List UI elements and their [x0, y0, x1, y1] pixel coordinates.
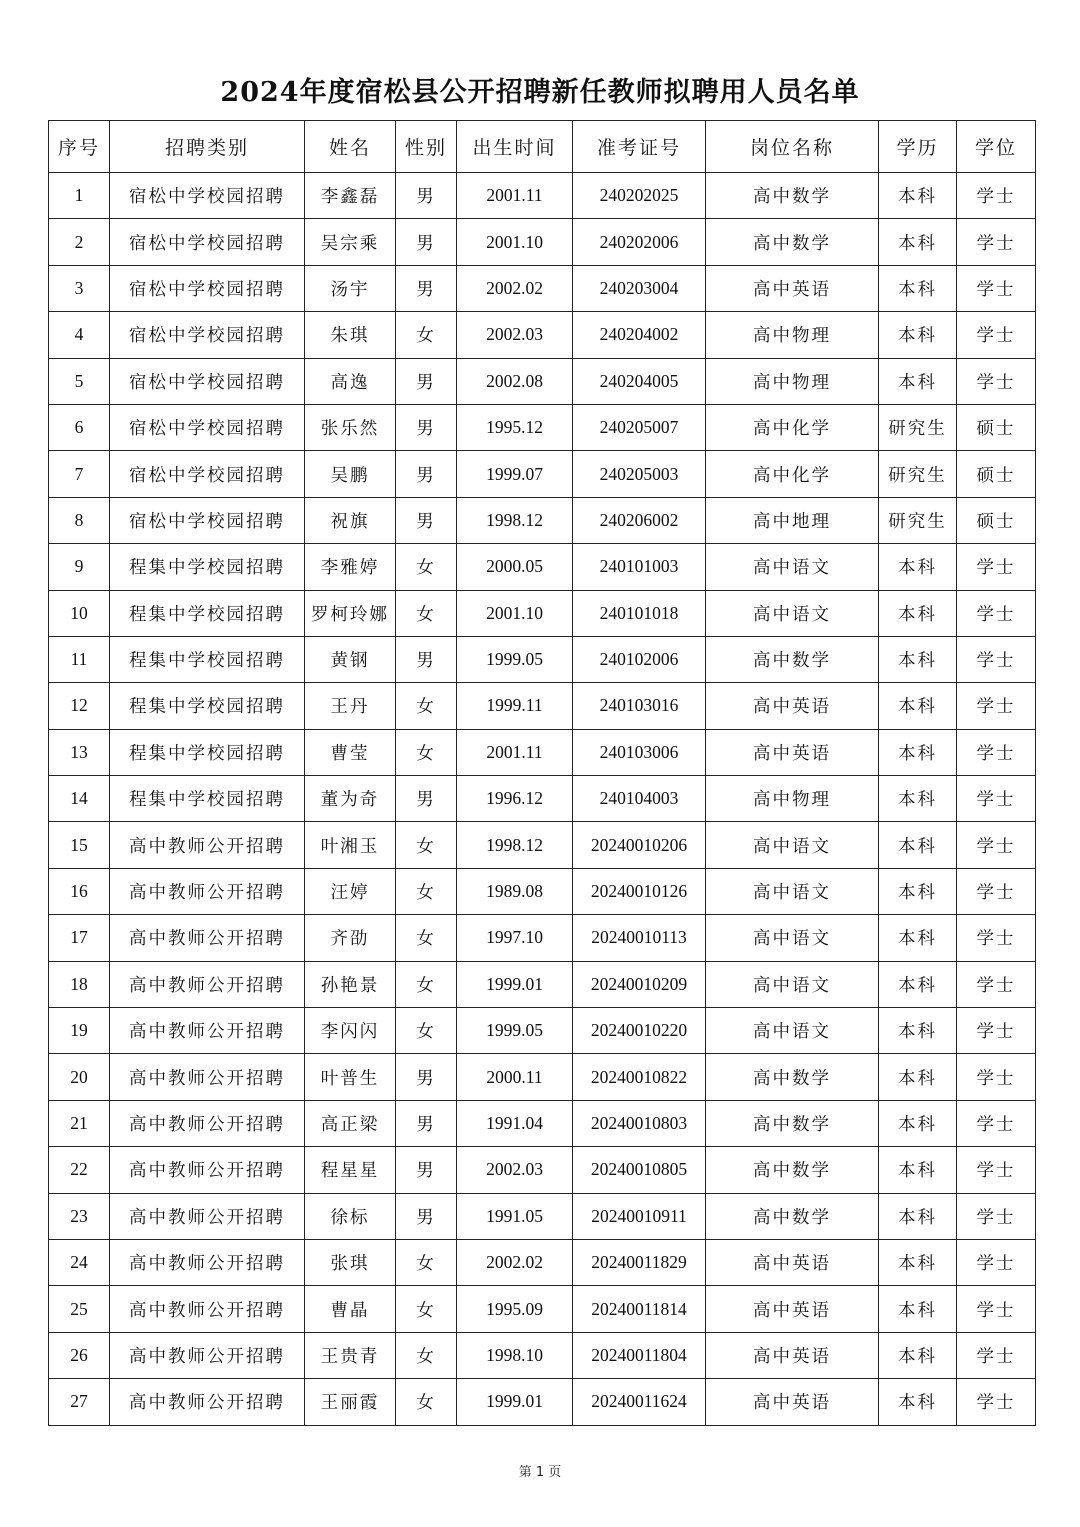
cell-name: 罗柯玲娜: [305, 590, 396, 636]
cell-degree: 学士: [957, 590, 1036, 636]
cell-birth: 2002.03: [457, 1147, 573, 1193]
cell-category: 高中教师公开招聘: [110, 961, 305, 1007]
cell-category: 高中教师公开招聘: [110, 1100, 305, 1146]
cell-exam-id: 20240010805: [573, 1147, 706, 1193]
cell-index: 10: [49, 590, 110, 636]
table-row: [49, 590, 1036, 636]
cell-gender: 女: [396, 590, 457, 636]
cell-gender: 男: [396, 404, 457, 450]
cell-birth: 1998.12: [457, 822, 573, 868]
cell-position: 高中数学: [706, 1100, 879, 1146]
cell-degree: 学士: [957, 1008, 1036, 1054]
cell-position: 高中英语: [706, 265, 879, 311]
cell-position: 高中英语: [706, 1379, 879, 1425]
cell-exam-id: 20240010220: [573, 1008, 706, 1054]
cell-gender: 女: [396, 915, 457, 961]
cell-gender: 女: [396, 822, 457, 868]
cell-birth: 1996.12: [457, 776, 573, 822]
cell-category: 高中教师公开招聘: [110, 1379, 305, 1425]
table-row: [49, 729, 1036, 775]
cell-gender: 女: [396, 312, 457, 358]
cell-category: 高中教师公开招聘: [110, 1193, 305, 1239]
cell-category: 程集中学校园招聘: [110, 729, 305, 775]
column-header-gender: 性别: [396, 121, 457, 173]
cell-education: 本科: [879, 1008, 957, 1054]
cell-degree: 学士: [957, 822, 1036, 868]
cell-category: 程集中学校园招聘: [110, 590, 305, 636]
cell-exam-id: 240204005: [573, 358, 706, 404]
cell-category: 宿松中学校园招聘: [110, 497, 305, 543]
cell-education: 本科: [879, 265, 957, 311]
cell-exam-id: 240202006: [573, 219, 706, 265]
cell-birth: 1999.11: [457, 683, 573, 729]
table-row: [49, 1286, 1036, 1332]
cell-exam-id: 20240010209: [573, 961, 706, 1007]
cell-birth: 2001.11: [457, 729, 573, 775]
cell-degree: 学士: [957, 544, 1036, 590]
cell-position: 高中语文: [706, 868, 879, 914]
cell-education: 本科: [879, 636, 957, 682]
cell-name: 朱琪: [305, 312, 396, 358]
table-row: [49, 1100, 1036, 1146]
cell-gender: 男: [396, 173, 457, 219]
cell-birth: 1999.05: [457, 1008, 573, 1054]
cell-index: 26: [49, 1332, 110, 1378]
cell-degree: 学士: [957, 265, 1036, 311]
table-row: [49, 265, 1036, 311]
cell-index: 7: [49, 451, 110, 497]
cell-gender: 女: [396, 1008, 457, 1054]
cell-exam-id: 240204002: [573, 312, 706, 358]
cell-category: 程集中学校园招聘: [110, 544, 305, 590]
cell-category: 程集中学校园招聘: [110, 776, 305, 822]
cell-index: 19: [49, 1008, 110, 1054]
cell-name: 李鑫磊: [305, 173, 396, 219]
table-row: [49, 544, 1036, 590]
cell-category: 高中教师公开招聘: [110, 1147, 305, 1193]
cell-position: 高中物理: [706, 312, 879, 358]
cell-education: 本科: [879, 312, 957, 358]
column-header-degree: 学位: [957, 121, 1036, 173]
table-row: [49, 219, 1036, 265]
cell-index: 2: [49, 219, 110, 265]
cell-education: 本科: [879, 729, 957, 775]
cell-position: 高中数学: [706, 1147, 879, 1193]
cell-exam-id: 20240010126: [573, 868, 706, 914]
cell-name: 董为奇: [305, 776, 396, 822]
table-row: [49, 358, 1036, 404]
table-row: [49, 1379, 1036, 1425]
cell-education: 本科: [879, 1332, 957, 1378]
cell-position: 高中数学: [706, 219, 879, 265]
cell-name: 高逸: [305, 358, 396, 404]
cell-exam-id: 20240010822: [573, 1054, 706, 1100]
cell-index: 4: [49, 312, 110, 358]
table-row: [49, 312, 1036, 358]
cell-degree: 学士: [957, 636, 1036, 682]
cell-index: 22: [49, 1147, 110, 1193]
cell-education: 本科: [879, 173, 957, 219]
cell-birth: 1999.07: [457, 451, 573, 497]
cell-gender: 男: [396, 636, 457, 682]
cell-gender: 女: [396, 961, 457, 1007]
cell-gender: 女: [396, 1286, 457, 1332]
cell-gender: 女: [396, 729, 457, 775]
cell-name: 黄钢: [305, 636, 396, 682]
cell-birth: 2000.05: [457, 544, 573, 590]
cell-gender: 男: [396, 1100, 457, 1146]
cell-position: 高中语文: [706, 822, 879, 868]
table-row: [49, 868, 1036, 914]
cell-birth: 1999.01: [457, 961, 573, 1007]
cell-position: 高中语文: [706, 590, 879, 636]
cell-name: 叶普生: [305, 1054, 396, 1100]
cell-birth: 2002.02: [457, 1239, 573, 1285]
cell-birth: 1997.10: [457, 915, 573, 961]
cell-position: 高中数学: [706, 1193, 879, 1239]
cell-position: 高中地理: [706, 497, 879, 543]
cell-birth: 2000.11: [457, 1054, 573, 1100]
cell-degree: 学士: [957, 729, 1036, 775]
cell-degree: 硕士: [957, 404, 1036, 450]
cell-exam-id: 240102006: [573, 636, 706, 682]
cell-education: 本科: [879, 1054, 957, 1100]
cell-education: 本科: [879, 1286, 957, 1332]
cell-exam-id: 20240011804: [573, 1332, 706, 1378]
table-row: [49, 636, 1036, 682]
cell-degree: 学士: [957, 1239, 1036, 1285]
cell-birth: 2001.10: [457, 590, 573, 636]
cell-category: 高中教师公开招聘: [110, 1332, 305, 1378]
cell-degree: 学士: [957, 961, 1036, 1007]
table-row: [49, 451, 1036, 497]
cell-degree: 学士: [957, 173, 1036, 219]
cell-category: 高中教师公开招聘: [110, 1239, 305, 1285]
cell-position: 高中物理: [706, 776, 879, 822]
cell-gender: 男: [396, 265, 457, 311]
cell-gender: 男: [396, 497, 457, 543]
column-header-education: 学历: [879, 121, 957, 173]
cell-degree: 学士: [957, 776, 1036, 822]
cell-gender: 男: [396, 451, 457, 497]
cell-position: 高中化学: [706, 404, 879, 450]
cell-position: 高中语文: [706, 544, 879, 590]
cell-exam-id: 20240010803: [573, 1100, 706, 1146]
table-row: [49, 776, 1036, 822]
column-header-category: 招聘类别: [110, 121, 305, 173]
cell-education: 本科: [879, 544, 957, 590]
cell-exam-id: 240202025: [573, 173, 706, 219]
cell-name: 李雅婷: [305, 544, 396, 590]
table-row: [49, 822, 1036, 868]
cell-index: 11: [49, 636, 110, 682]
document-title: 2024年度宿松县公开招聘新任教师拟聘用人员名单: [220, 77, 860, 108]
cell-gender: 男: [396, 1054, 457, 1100]
cell-index: 12: [49, 683, 110, 729]
table-header-row: [49, 121, 1036, 173]
cell-name: 王贵青: [305, 1332, 396, 1378]
cell-name: 吴鹏: [305, 451, 396, 497]
cell-education: 本科: [879, 683, 957, 729]
cell-birth: 1999.01: [457, 1379, 573, 1425]
cell-degree: 学士: [957, 868, 1036, 914]
cell-position: 高中数学: [706, 1054, 879, 1100]
cell-degree: 学士: [957, 915, 1036, 961]
cell-name: 齐劭: [305, 915, 396, 961]
cell-category: 高中教师公开招聘: [110, 1286, 305, 1332]
cell-position: 高中英语: [706, 1239, 879, 1285]
cell-index: 5: [49, 358, 110, 404]
cell-degree: 学士: [957, 219, 1036, 265]
cell-gender: 男: [396, 776, 457, 822]
table-row: [49, 404, 1036, 450]
column-header-birth: 出生时间: [457, 121, 573, 173]
cell-name: 王丹: [305, 683, 396, 729]
cell-gender: 女: [396, 1332, 457, 1378]
cell-exam-id: 20240011829: [573, 1239, 706, 1285]
column-header-exam-id: 准考证号: [573, 121, 706, 173]
cell-category: 程集中学校园招聘: [110, 636, 305, 682]
cell-index: 18: [49, 961, 110, 1007]
cell-index: 14: [49, 776, 110, 822]
cell-exam-id: 240205003: [573, 451, 706, 497]
cell-position: 高中数学: [706, 636, 879, 682]
cell-index: 23: [49, 1193, 110, 1239]
cell-birth: 2002.02: [457, 265, 573, 311]
cell-education: 本科: [879, 915, 957, 961]
cell-index: 13: [49, 729, 110, 775]
cell-index: 17: [49, 915, 110, 961]
table-row: [49, 1193, 1036, 1239]
cell-index: 8: [49, 497, 110, 543]
cell-exam-id: 240101003: [573, 544, 706, 590]
cell-name: 程星星: [305, 1147, 396, 1193]
cell-position: 高中语文: [706, 915, 879, 961]
cell-birth: 1995.09: [457, 1286, 573, 1332]
cell-education: 本科: [879, 1379, 957, 1425]
cell-degree: 学士: [957, 1379, 1036, 1425]
cell-degree: 硕士: [957, 497, 1036, 543]
cell-education: 本科: [879, 358, 957, 404]
cell-position: 高中英语: [706, 1286, 879, 1332]
table-row: [49, 683, 1036, 729]
cell-position: 高中化学: [706, 451, 879, 497]
cell-gender: 男: [396, 1193, 457, 1239]
cell-category: 宿松中学校园招聘: [110, 219, 305, 265]
cell-name: 张琪: [305, 1239, 396, 1285]
cell-category: 高中教师公开招聘: [110, 868, 305, 914]
cell-category: 宿松中学校园招聘: [110, 312, 305, 358]
column-header-name: 姓名: [305, 121, 396, 173]
cell-category: 高中教师公开招聘: [110, 1054, 305, 1100]
table-row: [49, 1008, 1036, 1054]
cell-birth: 1995.12: [457, 404, 573, 450]
cell-birth: 2001.10: [457, 219, 573, 265]
cell-degree: 学士: [957, 1286, 1036, 1332]
cell-education: 本科: [879, 822, 957, 868]
cell-name: 高正梁: [305, 1100, 396, 1146]
table-row: [49, 497, 1036, 543]
cell-exam-id: 240206002: [573, 497, 706, 543]
cell-name: 曹莹: [305, 729, 396, 775]
cell-education: 本科: [879, 1147, 957, 1193]
cell-category: 高中教师公开招聘: [110, 1008, 305, 1054]
cell-education: 本科: [879, 590, 957, 636]
cell-exam-id: 240101018: [573, 590, 706, 636]
table-row: [49, 915, 1036, 961]
cell-degree: 学士: [957, 1332, 1036, 1378]
cell-position: 高中物理: [706, 358, 879, 404]
table-body: [49, 173, 1036, 1426]
cell-gender: 女: [396, 544, 457, 590]
cell-category: 宿松中学校园招聘: [110, 451, 305, 497]
cell-degree: 学士: [957, 312, 1036, 358]
cell-birth: 1999.05: [457, 636, 573, 682]
cell-birth: 1998.10: [457, 1332, 573, 1378]
table-row: [49, 961, 1036, 1007]
cell-degree: 学士: [957, 683, 1036, 729]
cell-category: 高中教师公开招聘: [110, 915, 305, 961]
cell-index: 20: [49, 1054, 110, 1100]
cell-index: 15: [49, 822, 110, 868]
cell-degree: 学士: [957, 1193, 1036, 1239]
cell-exam-id: 240103016: [573, 683, 706, 729]
cell-index: 16: [49, 868, 110, 914]
cell-education: 研究生: [879, 404, 957, 450]
cell-category: 宿松中学校园招聘: [110, 404, 305, 450]
cell-name: 王丽霞: [305, 1379, 396, 1425]
cell-index: 3: [49, 265, 110, 311]
cell-name: 汪婷: [305, 868, 396, 914]
cell-category: 宿松中学校园招聘: [110, 358, 305, 404]
cell-education: 本科: [879, 776, 957, 822]
cell-name: 李闪闪: [305, 1008, 396, 1054]
cell-position: 高中语文: [706, 1008, 879, 1054]
cell-birth: 2002.08: [457, 358, 573, 404]
cell-gender: 女: [396, 868, 457, 914]
cell-birth: 2001.11: [457, 173, 573, 219]
hiring-roster-table: [48, 120, 1036, 1426]
cell-name: 曹晶: [305, 1286, 396, 1332]
table-row: [49, 173, 1036, 219]
cell-exam-id: 240103006: [573, 729, 706, 775]
cell-name: 徐标: [305, 1193, 396, 1239]
cell-index: 6: [49, 404, 110, 450]
cell-index: 25: [49, 1286, 110, 1332]
cell-education: 本科: [879, 868, 957, 914]
cell-exam-id: 20240010113: [573, 915, 706, 961]
cell-exam-id: 20240011624: [573, 1379, 706, 1425]
cell-position: 高中英语: [706, 683, 879, 729]
cell-index: 24: [49, 1239, 110, 1285]
cell-gender: 男: [396, 219, 457, 265]
cell-category: 宿松中学校园招聘: [110, 173, 305, 219]
cell-index: 9: [49, 544, 110, 590]
cell-name: 叶湘玉: [305, 822, 396, 868]
cell-birth: 2002.03: [457, 312, 573, 358]
cell-exam-id: 240203004: [573, 265, 706, 311]
cell-degree: 学士: [957, 1100, 1036, 1146]
cell-index: 27: [49, 1379, 110, 1425]
cell-gender: 女: [396, 1379, 457, 1425]
cell-category: 高中教师公开招聘: [110, 822, 305, 868]
cell-gender: 女: [396, 683, 457, 729]
table-row: [49, 1239, 1036, 1285]
cell-birth: 1998.12: [457, 497, 573, 543]
cell-exam-id: 240205007: [573, 404, 706, 450]
cell-degree: 学士: [957, 358, 1036, 404]
column-header-position: 岗位名称: [706, 121, 879, 173]
cell-birth: 1991.05: [457, 1193, 573, 1239]
column-header-index: 序号: [49, 121, 110, 173]
cell-degree: 硕士: [957, 451, 1036, 497]
cell-degree: 学士: [957, 1054, 1036, 1100]
cell-birth: 1991.04: [457, 1100, 573, 1146]
cell-index: 1: [49, 173, 110, 219]
cell-gender: 男: [396, 1147, 457, 1193]
cell-category: 程集中学校园招聘: [110, 683, 305, 729]
table-row: [49, 1147, 1036, 1193]
cell-position: 高中数学: [706, 173, 879, 219]
cell-name: 孙艳景: [305, 961, 396, 1007]
cell-education: 本科: [879, 961, 957, 1007]
cell-name: 祝旗: [305, 497, 396, 543]
cell-name: 汤宇: [305, 265, 396, 311]
cell-education: 本科: [879, 1239, 957, 1285]
cell-exam-id: 20240010911: [573, 1193, 706, 1239]
page-number: 第 1 页: [518, 1465, 562, 1480]
cell-name: 张乐然: [305, 404, 396, 450]
table-row: [49, 1332, 1036, 1378]
cell-position: 高中英语: [706, 1332, 879, 1378]
cell-education: 本科: [879, 219, 957, 265]
cell-gender: 女: [396, 1239, 457, 1285]
cell-education: 本科: [879, 1100, 957, 1146]
cell-category: 宿松中学校园招聘: [110, 265, 305, 311]
cell-name: 吴宗乘: [305, 219, 396, 265]
cell-position: 高中英语: [706, 729, 879, 775]
cell-degree: 学士: [957, 1147, 1036, 1193]
cell-index: 21: [49, 1100, 110, 1146]
cell-education: 本科: [879, 1193, 957, 1239]
cell-education: 研究生: [879, 497, 957, 543]
cell-position: 高中语文: [706, 961, 879, 1007]
table-row: [49, 1054, 1036, 1100]
cell-birth: 1989.08: [457, 868, 573, 914]
cell-exam-id: 20240011814: [573, 1286, 706, 1332]
cell-exam-id: 20240010206: [573, 822, 706, 868]
cell-gender: 男: [396, 358, 457, 404]
cell-exam-id: 240104003: [573, 776, 706, 822]
cell-education: 研究生: [879, 451, 957, 497]
